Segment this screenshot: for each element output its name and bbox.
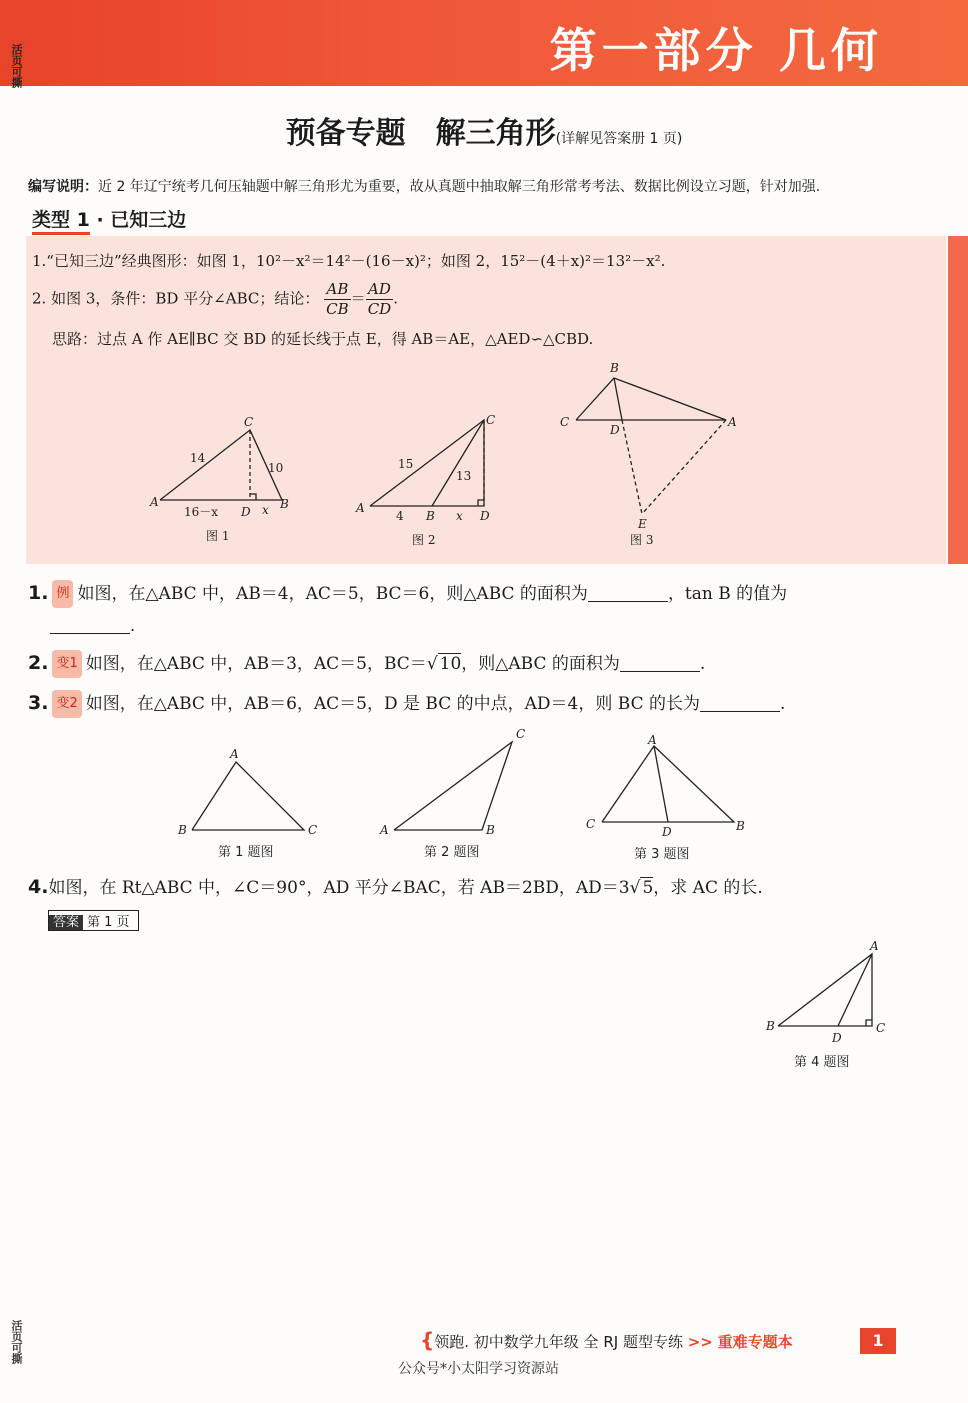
panel-line-2: 2. 如图 3，条件：BD 平分∠ABC；结论： $\frac{AB}{CB}$ ＝ $\frac{AD}{CD}$ .: [32, 280, 398, 318]
fig-q1-label-b: B: [178, 823, 187, 837]
frac-numerator: AB: [324, 280, 351, 300]
fig3-label-a: A: [728, 415, 737, 429]
fig1-side-bc: 10: [268, 461, 284, 475]
intro: [28, 176, 820, 196]
footer-brand: 领跑. 初中数学九年级 全 RJ 题型专练: [434, 1333, 683, 1351]
frac-numerator: AD: [366, 280, 394, 300]
question-number: 3.: [28, 692, 49, 714]
question-badge: 变2: [52, 690, 81, 718]
panel-line-1: 1.“已知三边”经典图形：如图 1，10²－x²＝14²－(16－x)²；如图 2，15²－(4＋x)²＝13²－x².: [32, 252, 666, 270]
question-text-2: ，则△ABC 的面积为: [461, 654, 620, 674]
fig3-bisector: [614, 378, 622, 420]
fraction-ad-cd: [366, 280, 394, 319]
fig2-seg-ab: 4: [396, 509, 404, 523]
equals-sign: ＝: [350, 289, 366, 308]
question-1: [28, 580, 787, 608]
figure-q2: [372, 726, 542, 866]
fig-q3-label-b: B: [736, 819, 745, 833]
footer-bracket: {: [420, 1328, 435, 1352]
question-badge: 例: [52, 580, 73, 608]
figure-q3: [582, 732, 752, 866]
fig1-triangle: [160, 430, 282, 500]
answer-blank[interactable]: [588, 585, 668, 602]
fig2-outer-triangle: [370, 420, 484, 506]
frac-denominator: CD: [367, 300, 392, 318]
fig3-triangle: [576, 378, 726, 420]
fig1-label-c: C: [244, 415, 254, 429]
fig-q4-right-angle: [866, 1020, 872, 1026]
fig1-caption: 图 1: [206, 529, 230, 543]
side-tag-top: 活页可撕: [10, 44, 23, 88]
fig-q1-caption: 第 1 题图: [218, 845, 274, 860]
footer: [420, 1328, 793, 1352]
question-number: 1.: [28, 582, 49, 604]
side-tag-bottom: 活页可撕: [10, 1320, 23, 1364]
fig-q4-label-b: B: [766, 1019, 775, 1033]
fig1-seg-ad: 16－x: [184, 505, 219, 519]
fig2-label-b: B: [426, 509, 435, 523]
fig2-segment-bc: [432, 420, 484, 506]
intro-text: 近 2 年辽宁统考几何压轴题中解三角形尤为重要，故从真题中抽取解三角形常考考法、数据比例设立习题，针对加强.: [98, 179, 821, 195]
fig1-label-a: A: [150, 495, 159, 509]
fig2-label-d: D: [480, 509, 490, 523]
fig-q1-triangle: [192, 762, 304, 830]
fig3-caption: 图 3: [630, 533, 654, 547]
fig2-label-a: A: [356, 501, 365, 515]
fig-q2-caption: 第 2 题图: [424, 845, 480, 860]
page-number: 1: [860, 1328, 896, 1354]
page-title-main: 预备专题 解三角形: [285, 116, 556, 151]
fig-q4-bisector: [838, 954, 872, 1026]
fig-q3-label-a: A: [648, 733, 657, 747]
fig2-side-bc: 13: [456, 469, 472, 483]
fig2-caption: 图 2: [412, 533, 436, 547]
part-title: 第一部分 几何: [549, 24, 883, 79]
fig-q3-label-c: C: [586, 817, 596, 831]
fig3-extension: [622, 420, 642, 514]
fig2-seg-bd: x: [456, 509, 463, 523]
fig2-label-c: C: [486, 413, 496, 427]
footer-book: 重难专题本: [717, 1333, 793, 1351]
fig3-label-d: D: [610, 423, 620, 437]
fig-q4-label-a: A: [870, 939, 879, 953]
fig3-parallel-ae: [642, 420, 726, 514]
fig3-label-b: B: [610, 361, 619, 375]
fig3-label-c: C: [560, 415, 570, 429]
fig-q2-label-c: C: [516, 727, 526, 741]
type-title: · 已知三边: [96, 209, 187, 231]
frac-denominator: CB: [326, 300, 349, 318]
panel-line-2-prefix: 2. 如图 3，条件：BD 平分∠ABC；结论：: [32, 289, 320, 308]
question-text: 如图，在△ABC 中，AB＝4，AC＝5，BC＝6，则△ABC 的面积为: [77, 584, 588, 604]
fig-q1-label-a: A: [230, 748, 239, 761]
fig-q4-caption: 第 4 题图: [794, 1055, 850, 1070]
figure-q4: [760, 936, 900, 1076]
question-3: 3. 变2 如图，在△ABC 中，AB＝6，AC＝5，D 是 BC 的中点，AD＝4，则 BC 的长为 .: [28, 690, 785, 718]
fig2-side-ac: 15: [398, 457, 414, 471]
fig-q2-triangle: [394, 742, 512, 830]
question-badge: 变1: [52, 650, 81, 678]
page-title-note: (详解见答案册 1 页): [555, 131, 683, 147]
fig-q3-label-d: D: [662, 825, 672, 839]
answer-page: 第 1 页: [87, 915, 130, 930]
fig1-right-angle: [250, 494, 256, 500]
figure-3: [552, 356, 752, 552]
watermark: 公众号*小太阳学习资源站: [398, 1361, 559, 1377]
sqrt-value: 10: [439, 654, 462, 674]
figure-2: [350, 408, 510, 548]
figure-q1: [170, 748, 330, 864]
question-number: 4.: [28, 876, 49, 898]
answer-reference[interactable]: [48, 910, 139, 931]
fig1-seg-db: x: [262, 503, 269, 517]
fig-q2-label-b: B: [486, 823, 495, 837]
panel-accent-bar: [948, 236, 968, 564]
answer-blank[interactable]: [620, 655, 700, 672]
fig1-label-b: B: [280, 497, 289, 511]
fig-q2-label-a: A: [380, 823, 389, 837]
question-text-2: ，求 AC 的长.: [653, 878, 763, 898]
question-text-2: ，tan B 的值为: [667, 584, 788, 604]
footer-arrow: >>: [687, 1333, 713, 1351]
fig-q4-label-d: D: [832, 1031, 842, 1045]
panel-line-3: 思路：过点 A 作 AE∥BC 交 BD 的延长线于点 E，得 AB＝AE，△AED∽△CBD.: [52, 330, 594, 348]
fig3-label-e: E: [638, 517, 647, 531]
type-label: 类型 1: [32, 209, 90, 235]
type-heading: [32, 205, 186, 232]
page-title: [0, 108, 968, 152]
question-number: 2.: [28, 652, 49, 674]
question-text: 如图，在 Rt△ABC 中，∠C＝90°，AD 平分∠BAC，若 AB＝2BD，AD＝3: [48, 878, 630, 898]
fig1-side-ac: 14: [190, 451, 206, 465]
answer-blank[interactable]: [700, 695, 780, 712]
fraction-ab-cb: [324, 280, 351, 319]
intro-label: 编写说明：: [28, 179, 98, 195]
question-text: 如图，在△ABC 中，AB＝3，AC＝5，BC＝: [85, 654, 427, 674]
question-2: 2. 变1 如图，在△ABC 中，AB＝3，AC＝5，BC＝√ 10，则△ABC 的面积为 .: [28, 650, 705, 678]
sqrt-value: 5: [642, 878, 654, 898]
figure-1: [140, 408, 300, 548]
answer-blank[interactable]: [50, 617, 130, 634]
fig-q1-label-c: C: [308, 823, 318, 837]
fig2-right-angle: [478, 500, 484, 506]
question-text: 如图，在△ABC 中，AB＝6，AC＝5，D 是 BC 的中点，AD＝4，则 BC 的长为: [85, 694, 700, 714]
fig-q3-triangle: [602, 746, 734, 822]
fig1-label-d: D: [241, 505, 251, 519]
question-4: 4.如图，在 Rt△ABC 中，∠C＝90°，AD 平分∠BAC，若 AB＝2BD，AD＝3√ 5，求 AC 的长.: [28, 876, 763, 898]
fig-q4-label-c: C: [876, 1021, 886, 1035]
fig-q4-triangle: [778, 954, 872, 1026]
answer-tag: 答案: [49, 915, 83, 930]
fig-q3-caption: 第 3 题图: [634, 847, 690, 862]
question-1-line-2: .: [50, 616, 135, 635]
